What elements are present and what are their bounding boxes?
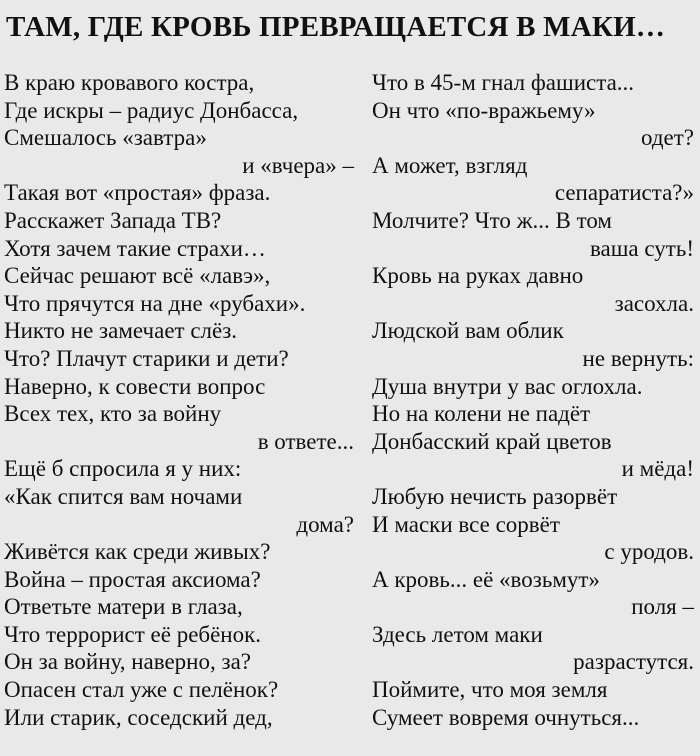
poem-line: Кровь на руках давно — [372, 263, 584, 289]
poem-line: Молчите? Что ж... В том — [372, 207, 612, 233]
poem-line: засохла. — [614, 290, 694, 316]
poem-line: Поймите, что моя земля — [372, 677, 608, 703]
poem-line: Что прячутся на дне «рубахи». — [4, 290, 306, 316]
poem-line: разрастутся. — [573, 649, 694, 675]
poem-line: Сейчас решают всё «лавэ», — [4, 263, 271, 289]
poem-line: одет? — [640, 125, 694, 151]
poem-line: Здесь летом маки — [372, 621, 543, 647]
poem-line: Душа внутри у вас оглохла. — [372, 373, 643, 399]
poem-line: В краю кровавого костра, — [4, 70, 255, 95]
poem-line: «Как спится вам ночами — [4, 483, 243, 509]
poem-line: с уродов. — [604, 539, 694, 565]
poem-line: ваша суть! — [589, 235, 694, 261]
poem-line: поля – — [631, 594, 694, 620]
poem-line: Ещё б спросила я у них: — [4, 456, 242, 482]
poem-line: А кровь... её «возьмут» — [372, 566, 600, 592]
poem-line: Что террорист её ребёнок. — [4, 621, 262, 647]
poem-line: Он за войну, наверно, за? — [4, 649, 251, 675]
poem-line: Никто не замечает слёз. — [4, 318, 238, 344]
poem-line: Такая вот «простая» фраза. — [4, 180, 271, 206]
poem-line: не вернуть: — [582, 345, 694, 371]
poem-line: Донбасский край цветов — [372, 428, 612, 454]
poem-line: Но на колени не падёт — [372, 401, 591, 427]
poem-line: Или старик, соседский дед, — [4, 704, 273, 730]
poem-line: сепаратиста?» — [554, 180, 694, 206]
poem-line: Сумеет вовремя очнуться... — [372, 704, 640, 730]
poem-line: дома? — [296, 511, 354, 537]
poem-line: Опасен стал уже с пелёнок? — [4, 677, 279, 703]
poem-line: Живётся как среди живых? — [4, 539, 271, 565]
poem-left-column — [4, 69, 354, 731]
poem-line: Где искры – радиус Донбасса, — [4, 97, 299, 123]
poem-line: Ответьте матери в глаза, — [4, 594, 243, 620]
poem-line: Всех тех, кто за войну — [4, 401, 222, 427]
poem-line: в ответе... — [257, 428, 354, 454]
poem-line: Любую нечисть разорвёт — [372, 483, 618, 509]
poem-line: Расскажет Запада ТВ? — [4, 207, 222, 233]
poem-line: Людской вам облик — [372, 318, 564, 344]
poem-line: Наверно, к совести вопрос — [4, 373, 266, 399]
poem-line: Он что «по-вражьему» — [372, 97, 596, 123]
poem-line: Хотя зачем такие страхи… — [4, 235, 266, 261]
poem-line: Что? Плачут старики и дети? — [4, 345, 289, 371]
poem-line: Война – простая аксиома? — [4, 566, 261, 592]
poem-line: И маски все сорвёт — [372, 511, 560, 537]
poem-line: А может, взгляд — [372, 152, 528, 178]
poem-line: Что в 45-м гнал фашиста... — [372, 70, 635, 95]
poem-line: и «вчера» – — [242, 152, 354, 178]
poem-title: ТАМ, ГДЕ КРОВЬ ПРЕВРАЩАЕТСЯ В МАКИ… — [6, 11, 666, 43]
poem-right-column — [372, 69, 694, 731]
poem-line: Смешалось «завтра» — [4, 125, 207, 151]
poem-line: и мёда! — [621, 456, 694, 482]
